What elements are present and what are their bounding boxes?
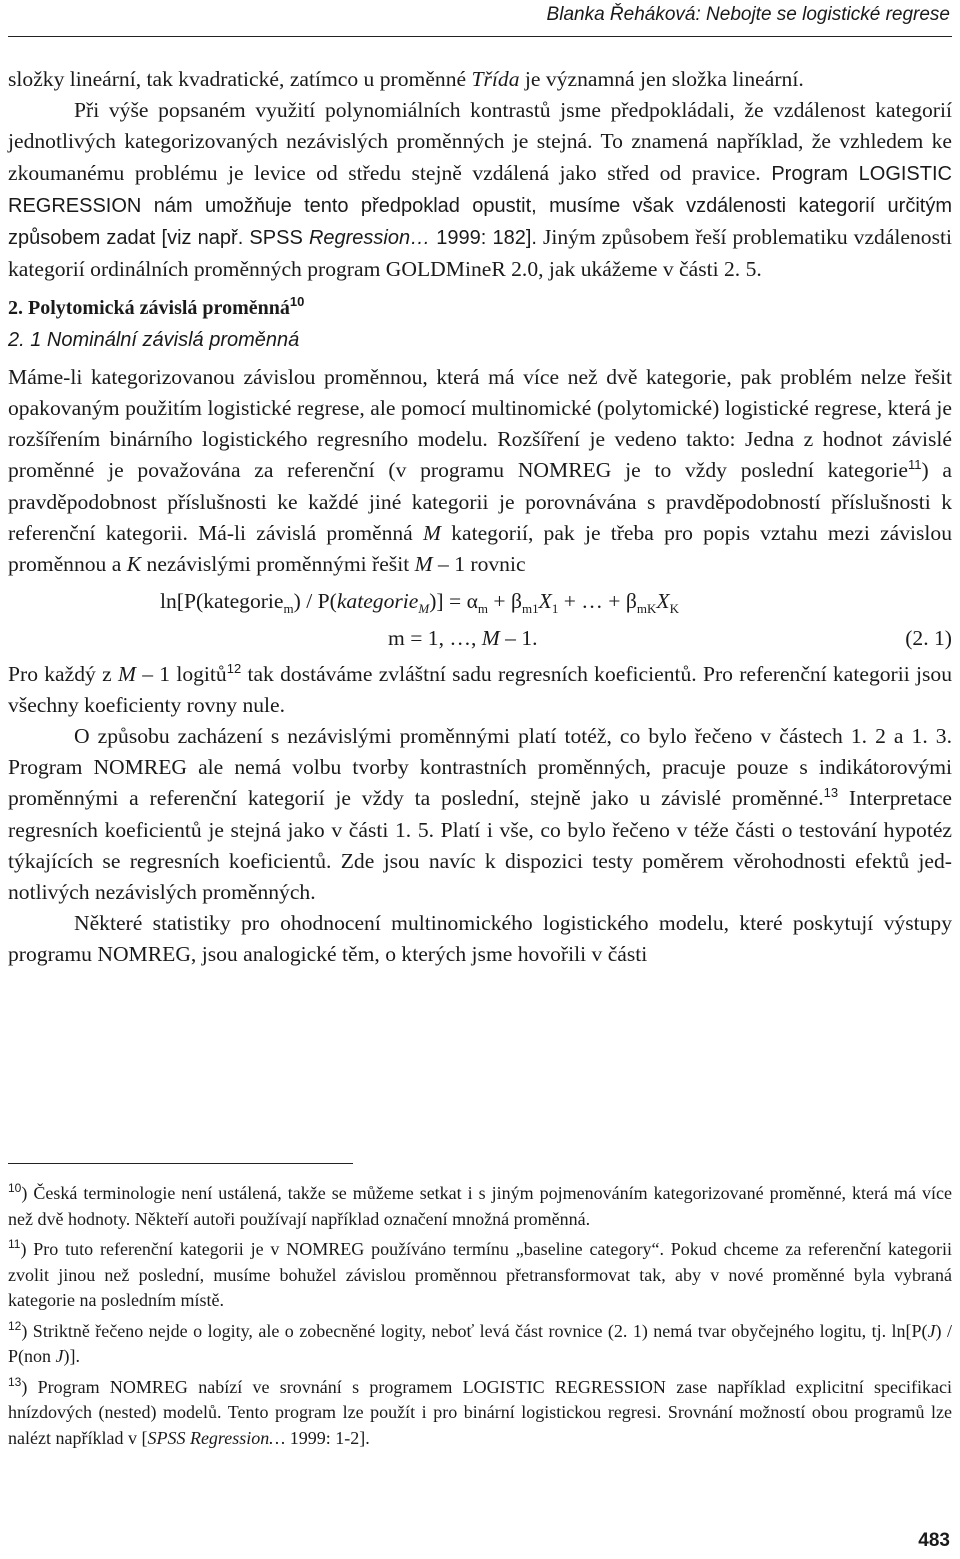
footnote-rule	[8, 1163, 353, 1164]
page-number: 483	[918, 1530, 950, 1551]
footnote-13: $^{13}$) Program NOMREG nabízí ve srovnání s programem LOGISTIC REGRESSION zase například explicitní specifikaci hnízdových (nested) modelů. Tento program lze použít i pro binární logistickou regresi. Srovnání možností obou programů lze nalézt například v [SPSS Regression… 1999: 1-2].	[8, 1374, 952, 1448]
footnote-10: $^{10}$) Česká terminologie není ustálená, takže se můžeme setkat i s jiným pojmenováním kategorizované proměnné, která má více než dvě hodnoty. Někteří autoři používají například označení množná proměnná.	[8, 1181, 952, 1229]
header-rule	[8, 36, 952, 37]
paragraph-1: složky lineární, tak kvadratické, zatímco u proměnné Třída je významná jen složka lineární.	[8, 67, 804, 91]
paragraph-2: Při výše popsaném využití polynomiálních kontrastů jsme předpokládali, že vzdálenost kategorií jednotlivých kategorizovaných nezávislých proměnných je stejná. To znamená například, že vzhledem ke zkoumanému problému je levice od středu stejně vzdálená jako střed od pravice. Program LOGISTIC REGRESSION nám umožňuje tento předpoklad opustit, musíme však vzdálenosti kategorií určitým způsobem zadat [viz např. SPSS Regression… 1999: 182]. Jiným způsobem řeší problematiku vzdálenosti kategorií ordinálních proměnných program GOLDMineR 2.0, jak ukážeme v části 2. 5.	[8, 98, 953, 282]
equation-number: (2. 1)	[905, 626, 952, 651]
paragraph-4: Pro každý z M – 1 logitů$^{12}$ tak dostáváme zvláštní sadu regresních koeficientů. Pro referenční kategorii jsou všechny koeficienty rovny nule.	[8, 660, 952, 717]
footnote-ref-10[interactable]: 10	[289, 294, 305, 310]
footnote-ref-11[interactable]: 11	[907, 457, 922, 473]
main-text	[8, 64, 952, 971]
paragraph-5: O způsobu zacházení s nezávislými proměnnými platí totéž, co bylo řečeno v částech 1. 2 a 1. 3. Program NOMREG ale nemá volbu tvorby kontrastních proměnných, pracuje pouze s indikátorovými proměnnými a referenční kategorií je vždy ta poslední, stejně jako u závislé proměnné.$^{13}$ Interpretace regresních koeficientů je stejná jako v části 1. 5. Platí i vše, co bylo řečeno v téže části o testování hypotéz týkajících se regresních koeficientů. Zde jsou navíc k dispozici testy poměrem věrohodnosti efektů jednotlivých nezávislých proměnných.	[8, 724, 952, 905]
paragraph-6: Některé statistiky pro ohodnocení multinomického logistického modelu, které poskytují výstupy programu NOMREG, jsou analogické těm, o kterých jsme hovořili v části	[8, 911, 952, 967]
equation-2-1: ln[P(kategorie$_m$) / P(kategorie$_M$)] = $\alpha_m + \beta_{m1}X_1$ + … + $\beta_{mK}X_K$	[160, 589, 679, 617]
footnotes	[8, 1181, 952, 1456]
footnote-11: $^{11}$) Pro tuto referenční kategorii je v NOMREG používáno termínu „baseline category“. Pokud chceme za referenční kategorii zvolit jinou než poslední, musíme bohužel závislou proměnnou přetransformovat tak, aby v nové proměnné byla vybraná kategorie na posledním místě.	[8, 1237, 952, 1310]
running-header: Blanka Řeháková: Nebojte se logistické regrese	[546, 4, 950, 25]
footnote-12: $^{12}$) Striktně řečeno nejde o logity, ale o zobecněné logity, neboť levá část rovnice (2. 1) nemá tvar obyčejného logitu, tj. ln[P(J) / P(non J)].	[8, 1318, 952, 1366]
section-heading: 2. Polytomická závislá proměnná$^{10}$	[8, 294, 305, 320]
subsection-heading: 2. 1 Nominální závislá proměnná	[8, 328, 300, 351]
paragraph-3: Máme-li kategorizovanou závislou proměnnou, která má více než dvě kategorie, pak problém nelze řešit opakovaným použitím logistické regrese, ale pomocí multinomické (polytomické) logistické regrese, která je rozšířením binárního logistického regresního modelu. Rozšíření je vedeno takto: Jedna z hodnot závislé proměnné je považována za referenční (v programu NOMREG je to vždy poslední kategorie$^{11}$) a pravděpodobnost příslušnosti ke každé jiné kategorii je porovnávána s pravděpodobností příslušnosti k referenční kategorii. Má-li závislá proměnná M kategorií, pak je třeba pro popis vztahu mezi závislou proměnnou a K nezávislými proměnnými řešit M – 1 rovnic	[8, 364, 953, 577]
equation-index-range: m = 1, …, M – 1. (2. 1)	[8, 623, 952, 654]
footnote-ref-12[interactable]: 12	[226, 660, 242, 676]
footnote-ref-13[interactable]: 13	[823, 785, 839, 801]
